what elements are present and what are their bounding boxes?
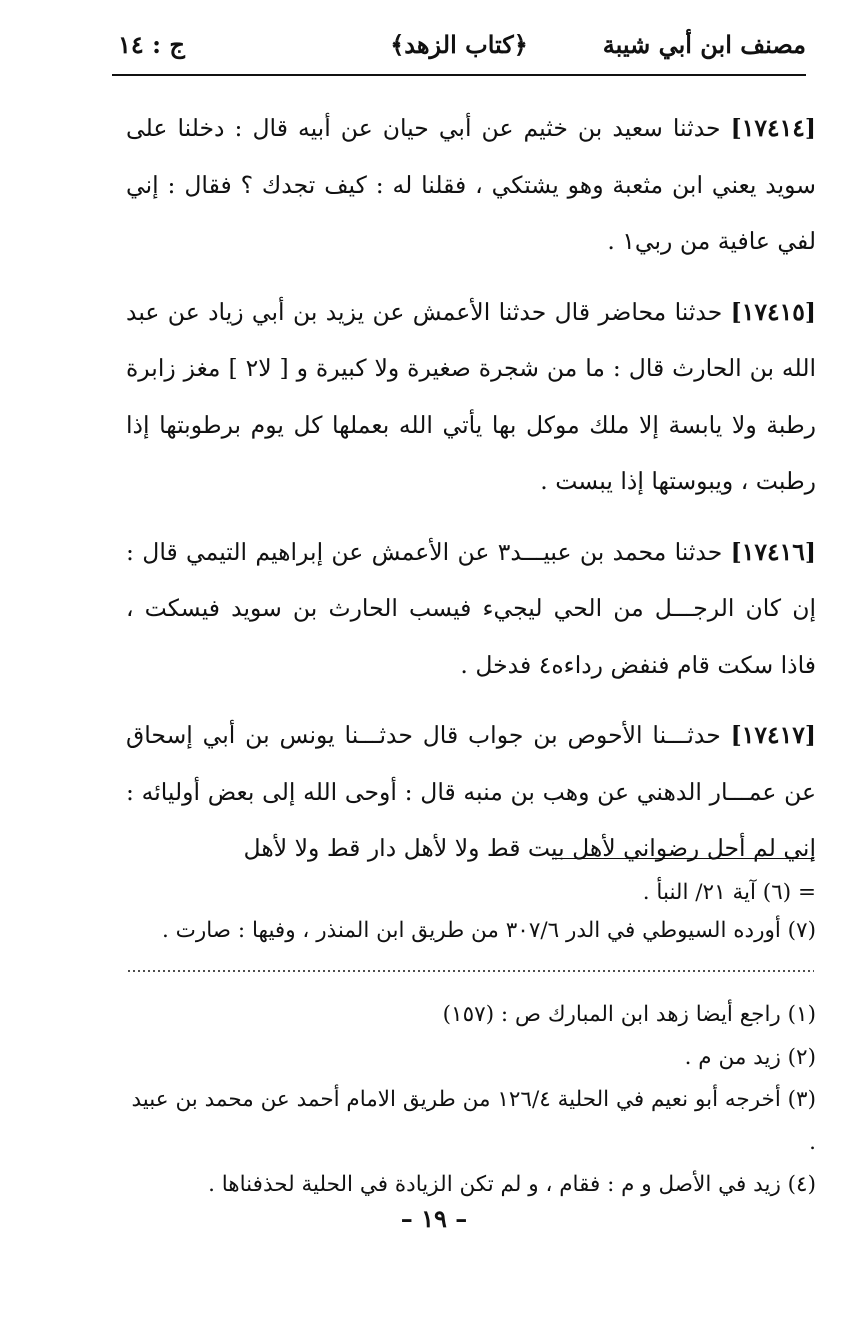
volume-number: ج : ١٤ (118, 30, 185, 59)
main-text (126, 100, 816, 877)
footnote-2: (٢) زيد من م . (684, 1044, 816, 1070)
hadith-entry-17415 (126, 284, 816, 510)
footnote: = (٦) آية ٢١/ النبأ . (642, 880, 816, 905)
entry-text: حدثنا سعيد بن خثيم عن أبي حيان عن أبيه قال : دخلنا على سويد يعني ابن مثعبة وهو يشتكي ، فقلنا له : كيف تجدك ؟ فقال : إني لفي عافية من ربي١ . (126, 114, 816, 255)
entry-text: حدثنا محاضر قال حدثنا الأعمش عن يزيد بن أبي زياد عن عبد الله بن الحارث قال : ما من شجرة صغيرة ولا كبيرة و [ لا٢ ] مغز زابرة رطبة ولا يابسة إلا ملك موكل بها يأتي الله بعملها كل يوم برطوبتها إذا رطبت ، ويبوستها إذا يبست . (126, 297, 817, 495)
page-number: – ١٩ – (400, 1204, 468, 1233)
entry-text: حدثـــنا الأحوص بن جواب قال حدثـــنا يونس بن أبي إسحاق عن عمـــار الدهني عن وهب بن منبه قال : أوحى الله إلى بعض أوليائه : إني لم أحل رضواني لأهل بيت قط ولا لأهل دار قط ولا لأهل (126, 721, 816, 862)
footnote-separator (126, 968, 814, 974)
entry-text: حدثنا محمد بن عبيـــد٣ عن الأعمش عن إبراهيم التيمي قال : إن كان الرجـــل من الحي ليجيء فيسب الحارث بن سويد فيسكت ، فاذا سكت قام فنفض رداءه٤ فدخل . (126, 537, 816, 679)
footnote-1: (١) راجع أيضا زهد ابن المبارك ص : (١٥٧) (442, 1002, 816, 1027)
entry-number: [١٧٤١٥] (730, 297, 816, 326)
chapter-title: ﴿كتاب الزهد﴾ (390, 30, 528, 59)
entry-number: [١٧٤١٤] (730, 114, 816, 142)
hadith-entry-17416 (126, 524, 816, 694)
running-header (112, 22, 806, 72)
header-rule (112, 74, 806, 76)
book-title: مصنف ابن أبي شيبة (602, 30, 806, 59)
entry-number: [١٧٤١٧] (730, 721, 816, 749)
footnote-rule (552, 858, 814, 859)
footnote-3: (٣) أخرجه أبو نعيم في الحلية ١٢٦/٤ من طريق الامام أحمد عن محمد بن عبيد . (131, 1087, 816, 1155)
footnote: (٧) أورده السيوطي في الدر ٣٠٧/٦ من طريق ابن المنذر ، وفيها : صارت . (161, 918, 816, 943)
entry-number: [١٧٤١٦] (730, 537, 816, 566)
hadith-entry-17414 (126, 100, 816, 270)
continued-footnotes (126, 874, 816, 950)
hadith-entry-17417 (126, 707, 816, 877)
footnotes (126, 994, 816, 1207)
footnote-4: (٤) زيد في الأصل و م : فقام ، و لم تكن الزيادة في الحلية لحذفناها . (208, 1172, 816, 1197)
